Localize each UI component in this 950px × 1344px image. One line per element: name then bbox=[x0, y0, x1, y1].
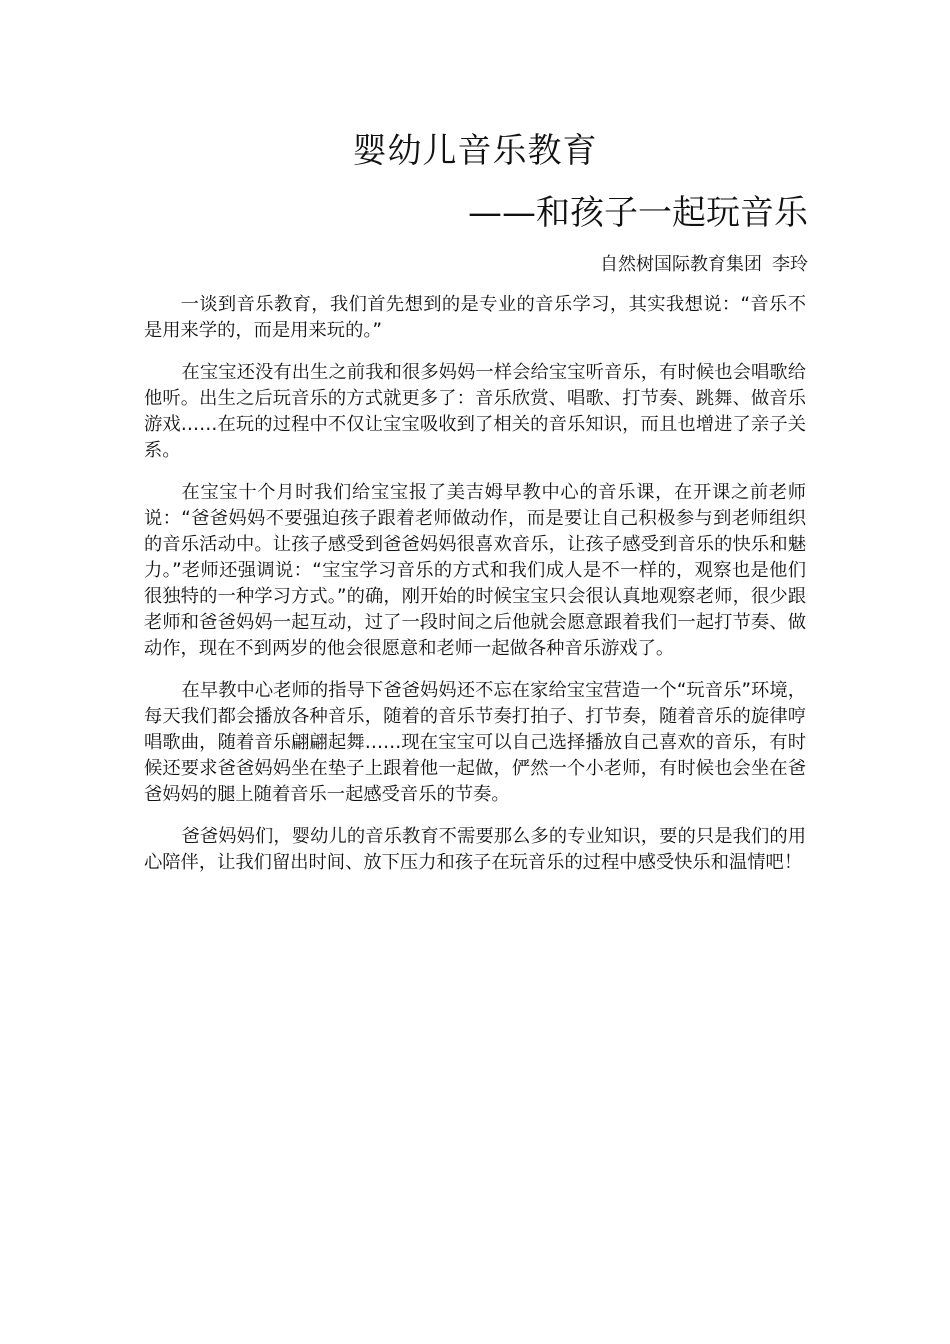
paragraph: 在宝宝十个月时我们给宝宝报了美吉姆早教中心的音乐课，在开课之前老师说：“爸爸妈妈不要强迫孩子跟着老师做动作，而是要让自己积极参与到老师组织的音乐活动中。让孩子感受到爸爸妈妈很喜欢音乐，让孩子感受到音乐的快乐和魅力。”老师还强调说：“宝宝学习音乐的方式和我们成人是不一样的，观察也是他们很独特的一种学习方式。”的确，刚开始的时候宝宝只会很认真地观察老师，很少跟老师和爸爸妈妈一起互动，过了一段时间之后他就会愿意跟着我们一起打节奏、做动作，现在不到两岁的他会很愿意和老师一起做各种音乐游戏了。 bbox=[144, 482, 806, 659]
article-body bbox=[144, 292, 806, 892]
paragraph: 在早教中心老师的指导下爸爸妈妈还不忘在家给宝宝营造一个“玩音乐”环境，每天我们都会播放各种音乐，随着的音乐节奏打拍子、打节奏，随着音乐的旋律哼唱歌曲，随着音乐翩翩起舞……现在宝宝可以自己选择播放自己喜欢的音乐，有时候还要求爸爸妈妈坐在垫子上跟着他一起做，俨然一个小老师，有时候也会坐在爸爸妈妈的腿上随着音乐一起感受音乐的节奏。 bbox=[144, 680, 806, 805]
author-name: 李玲 bbox=[772, 254, 808, 275]
author-organization: 自然树国际教育集团 bbox=[600, 254, 762, 275]
paragraph: 在宝宝还没有出生之前我和很多妈妈一样会给宝宝听音乐，有时候也会唱歌给他听。出生之后玩音乐的方式就更多了：音乐欣赏、唱歌、打节奏、跳舞、做音乐游戏……在玩的过程中不仅让宝宝吸收到了相关的音乐知识，而且也增进了亲子关系。 bbox=[144, 362, 806, 461]
paragraph: 一谈到音乐教育，我们首先想到的是专业的音乐学习，其实我想说：“音乐不是用来学的，而是用来玩的。” bbox=[144, 294, 806, 341]
document-subtitle: ——和孩子一起玩音乐 bbox=[468, 193, 808, 233]
author-line bbox=[600, 252, 808, 278]
paragraph: 爸爸妈妈们，婴幼儿的音乐教育不需要那么多的专业知识，要的只是我们的用心陪伴，让我们留出时间、放下压力和孩子在玩音乐的过程中感受快乐和温情吧！ bbox=[144, 826, 806, 873]
document-title: 婴幼儿音乐教育 bbox=[352, 131, 598, 171]
